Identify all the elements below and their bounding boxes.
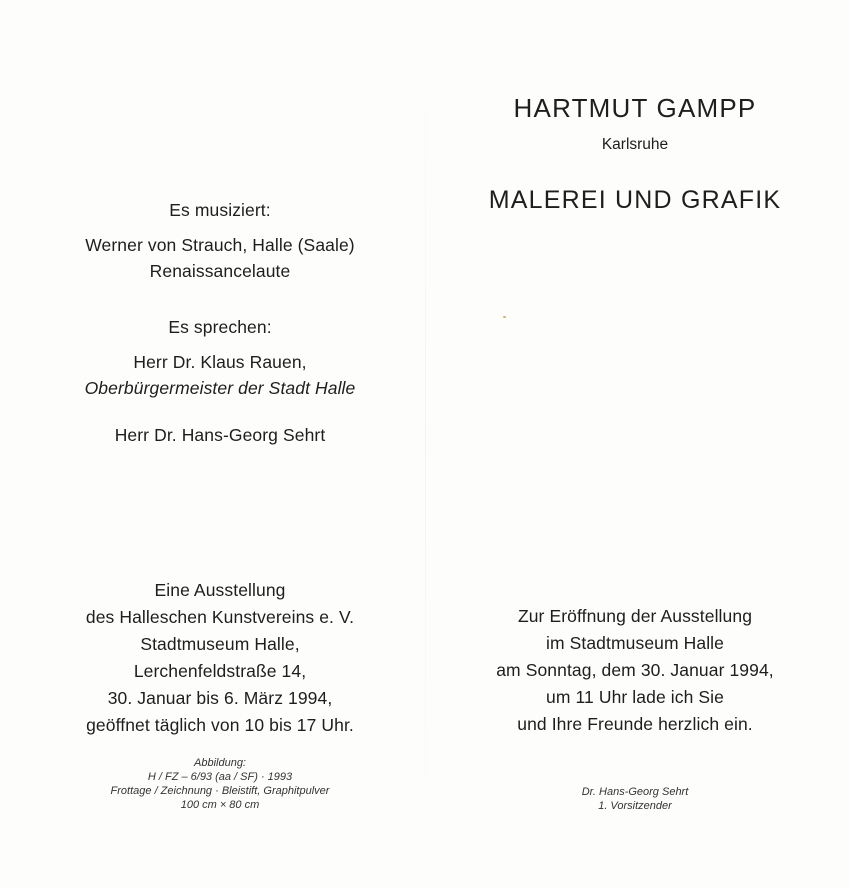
exhibition-line: geöffnet täglich von 10 bis 17 Uhr. (86, 715, 354, 735)
music-heading: Es musiziert: (169, 200, 271, 220)
invitation-line: im Stadtmuseum Halle (545, 633, 725, 653)
artist-city: Karlsruhe (601, 136, 669, 153)
invitation-line: Zur Eröffnung der Ausstellung (517, 606, 753, 626)
caption-line: Abbildung: (194, 757, 246, 769)
speaker-1: Herr Dr. Klaus Rauen, (133, 352, 307, 372)
caption-line: 100 cm × 80 cm (180, 799, 260, 811)
invitation-line: und Ihre Freunde herzlich ein. (517, 714, 753, 734)
signature-role: 1. Vorsitzender (598, 800, 672, 812)
caption-line: Frottage / Zeichnung · Bleistift, Graphitpulver (110, 785, 330, 797)
exhibition-line: Eine Ausstellung (154, 580, 286, 600)
exhibition-line: 30. Januar bis 6. März 1994, (107, 688, 333, 708)
invitation-line: um 11 Uhr lade ich Sie (546, 687, 724, 707)
caption-line: H / FZ – 6/93 (aa / SF) · 1993 (147, 771, 293, 783)
right-panel (420, 0, 850, 888)
speaker-1-title: Oberbürgermeister der Stadt Halle (84, 378, 356, 398)
paper-speck (503, 316, 506, 318)
exhibition-line: des Halleschen Kunstvereins e. V. (85, 607, 355, 627)
speaker-2: Herr Dr. Hans-Georg Sehrt (114, 425, 326, 445)
musician-name: Werner von Strauch, Halle (Saale) (85, 235, 355, 255)
exhibition-line: Stadtmuseum Halle, (140, 634, 300, 654)
signature-name: Dr. Hans-Georg Sehrt (581, 786, 689, 798)
exhibition-title: MALEREI UND GRAFIK (488, 186, 782, 214)
artist-name: HARTMUT GAMPP (513, 93, 757, 123)
invitation-line: am Sonntag, dem 30. Januar 1994, (496, 660, 774, 680)
instrument: Renaissancelaute (149, 261, 291, 281)
speakers-heading: Es sprechen: (168, 317, 272, 337)
exhibition-line: Lerchenfeldstraße 14, (133, 661, 307, 681)
